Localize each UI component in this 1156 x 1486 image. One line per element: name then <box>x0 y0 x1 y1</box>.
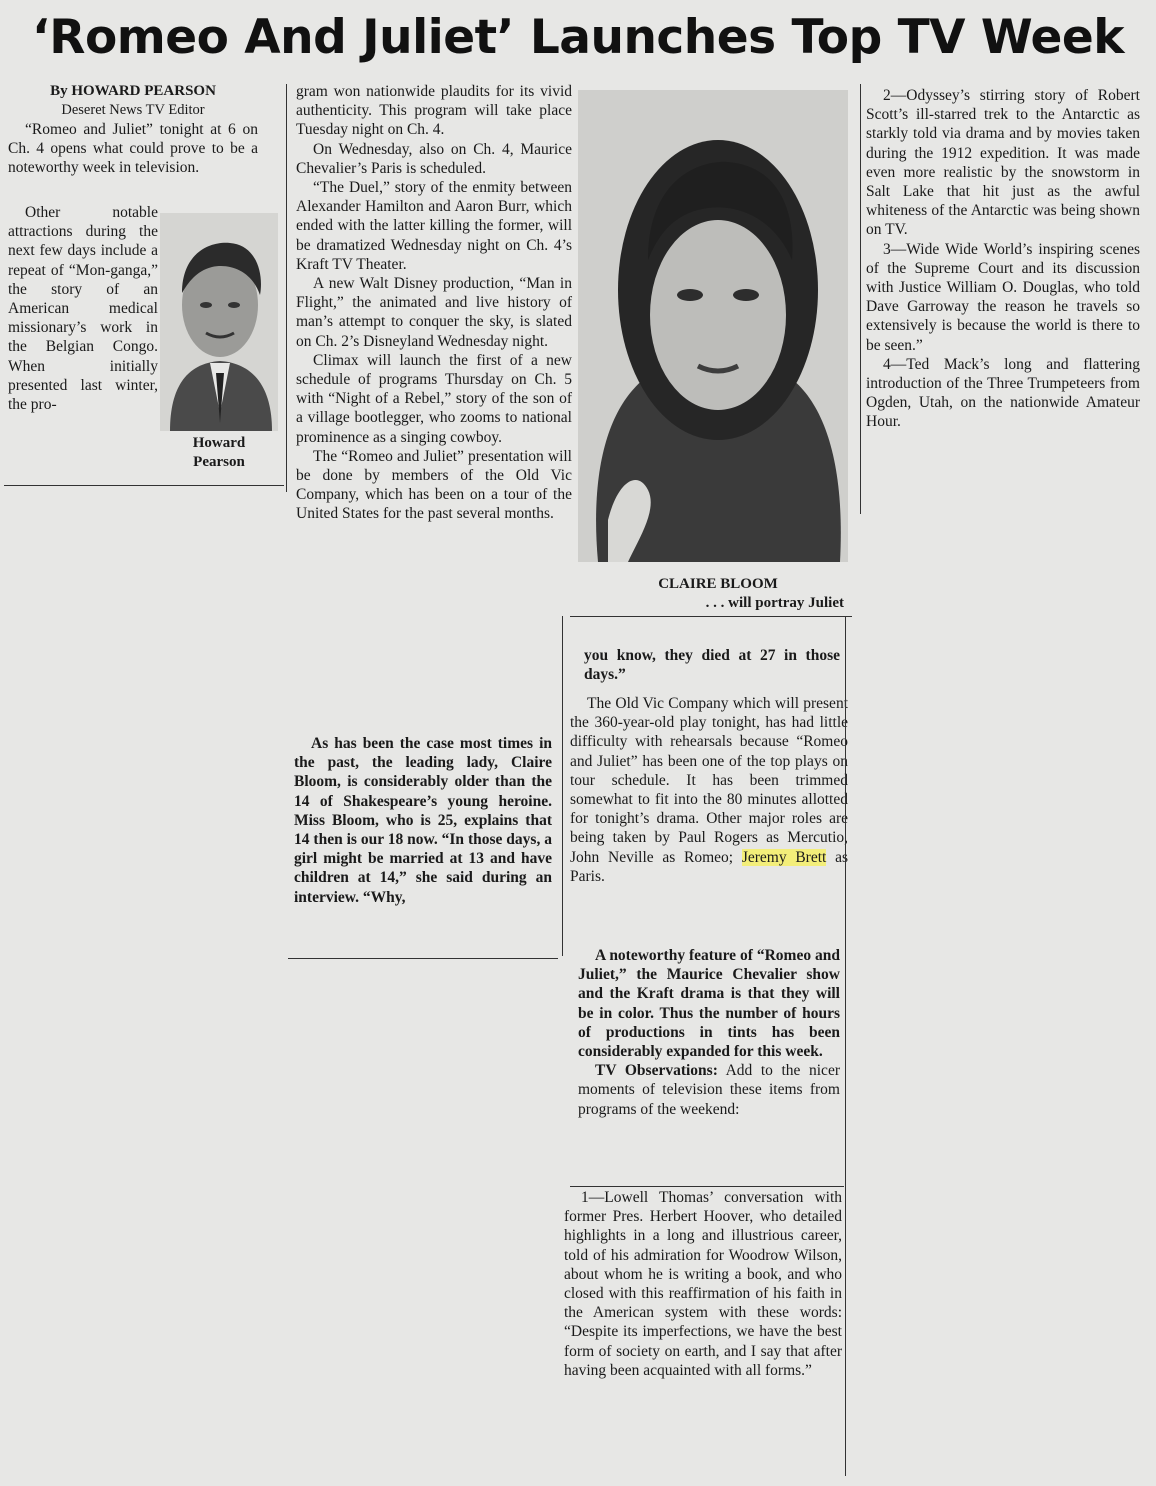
paragraph: The “Romeo and Juliet” presentation will be done by members of the Old Vic Company, which has been on a tour of the United States for the past several months. <box>296 447 572 523</box>
paragraph: “The Duel,” story of the enmity between Alexander Hamilton and Aaron Burr, which ended with the latter killing the former, will be dramatized Wednesday night on Ch. 4’s Kraft TV Theater. <box>296 179 572 273</box>
author-photo <box>160 213 278 431</box>
photo-caption-name: CLAIRE BLOOM <box>658 576 778 592</box>
photo-bottom-rule <box>570 616 852 617</box>
paragraph: A noteworthy feature of “Romeo and Juliet,” the Maurice Chevalier show and the Kraft drama is that they will be in color. Thus the number of hours of productions in tints has been considerably expanded for this week. <box>578 947 840 1061</box>
paragraph: 3—Wide Wide World’s inspiring scenes of the Supreme Court and its discussion with Justice William O. Douglas, who told Dave Garroway the reason he travels so extensively is because the world is there to be seen.” <box>866 240 1140 354</box>
paragraph: On Wednesday, also on Ch. 4, Maurice Chevalier’s Paris is scheduled. <box>296 140 572 177</box>
column-3-mid-rule <box>570 1186 844 1187</box>
column-2-continued <box>294 734 552 907</box>
column-3-body <box>570 694 848 886</box>
highlighted-name: Jeremy Brett <box>741 848 827 866</box>
column-rule <box>286 84 287 492</box>
author-photo-caption: Howard Pearson <box>192 435 246 470</box>
author-portrait-icon <box>160 213 278 431</box>
photo-caption <box>578 575 858 613</box>
byline-title: Deseret News TV Editor <box>61 102 205 118</box>
claire-bloom-photo <box>578 90 848 562</box>
paragraph: 4—Ted Mack’s long and flattering introduction of the Three Trumpeteers from Ogden, Utah, on the nationwide Amateur Hour. <box>866 355 1140 431</box>
paragraph: Other notable attractions during the next few days include a repeat of “Mon-ganga,” the story of an American medical missionary’s work in the Belgian Congo. When initially presented last winter, the pro- <box>8 204 158 414</box>
column-1 <box>8 82 258 178</box>
column-4 <box>866 86 1140 432</box>
paragraph: A new Walt Disney production, “Man in Flight,” the animated and live history of man’s attempt to conquer the sky, is slated on Ch. 2’s Disneyland Wednesday night. <box>296 275 572 350</box>
paragraph: As has been the case most times in the past, the leading lady, Claire Bloom, is considerably older than the 14 of Shakespeare’s young heroine. Miss Bloom, who is 25, explains that 14 then is our 18 now. “In those days, a girl might be married at 13 and have children at 14,” she said during an interview. “Why, <box>294 735 552 906</box>
photo-caption-sub: . . . will portray Juliet <box>705 595 844 611</box>
headline: ‘Romeo And Juliet’ Launches Top TV Week <box>31 10 1125 65</box>
column-3-lower <box>578 946 840 1119</box>
column-rule <box>845 616 846 1476</box>
paragraph: 1—Lowell Thomas’ conversation with former Pres. Herbert Hoover, who detailed highlights in a long and illustrious career, told of his admiration for Woodrow Wilson, about whom he is writing a book, and who closed with this reaffirmation of his faith in the American system with these words: “Despite its imperfections, we have the best form of society on earth, and I say that after having been acquainted with all forms.” <box>564 1189 842 1379</box>
column-3 <box>584 646 840 684</box>
paragraph: The Old Vic Company which will present the 360-year-old play tonight, has had little difficulty with rehearsals because “Romeo and Juliet” has been one of the top plays on tour schedule. It has been trimmed somewhat to fit into the 80 minutes allotted for tonight’s drama. Other major roles are being taken by Paul Rogers as Mercutio, John Neville as Romeo; Jeremy Brett as Paris. <box>570 695 848 885</box>
column-2-bottom-rule <box>288 958 558 959</box>
column-3-items <box>564 1188 842 1380</box>
byline: By HOWARD PEARSON <box>50 83 216 99</box>
column-2 <box>296 82 572 524</box>
paragraph: 2—Odyssey’s stirring story of Robert Scott’s ill-starred trek to the Antarctic as starkly told via drama and by movies taken during the 1912 expedition. It was made even more realistic by the snowstorm in Salt Lake that hit just as the awful whiteness of the Antarctic was being shown on TV. <box>866 87 1140 239</box>
paragraph: “Romeo and Juliet” tonight at 6 on Ch. 4 opens what could prove to be a noteworthy week in television. <box>8 121 258 177</box>
column-rule <box>562 616 563 956</box>
column-1-bottom-rule <box>4 485 284 486</box>
paragraph: Climax will launch the first of a new schedule of programs Thursday on Ch. 5 with “Night of a Rebel,” story of the son of a village bootlegger, who zooms to national prominence as a singing cowboy. <box>296 351 572 446</box>
paragraph: TV Observations: Add to the nicer moments of television these items from programs of the weekend: <box>578 1062 840 1118</box>
paragraph: gram won nationwide plaudits for its vivid authenticity. This program will take place Tuesday night on Ch. 4. <box>296 83 572 139</box>
claire-bloom-portrait-icon <box>578 90 848 562</box>
column-rule <box>860 84 861 514</box>
paragraph: you know, they died at 27 in those days.” <box>584 647 840 684</box>
column-1-wrap <box>8 203 158 414</box>
